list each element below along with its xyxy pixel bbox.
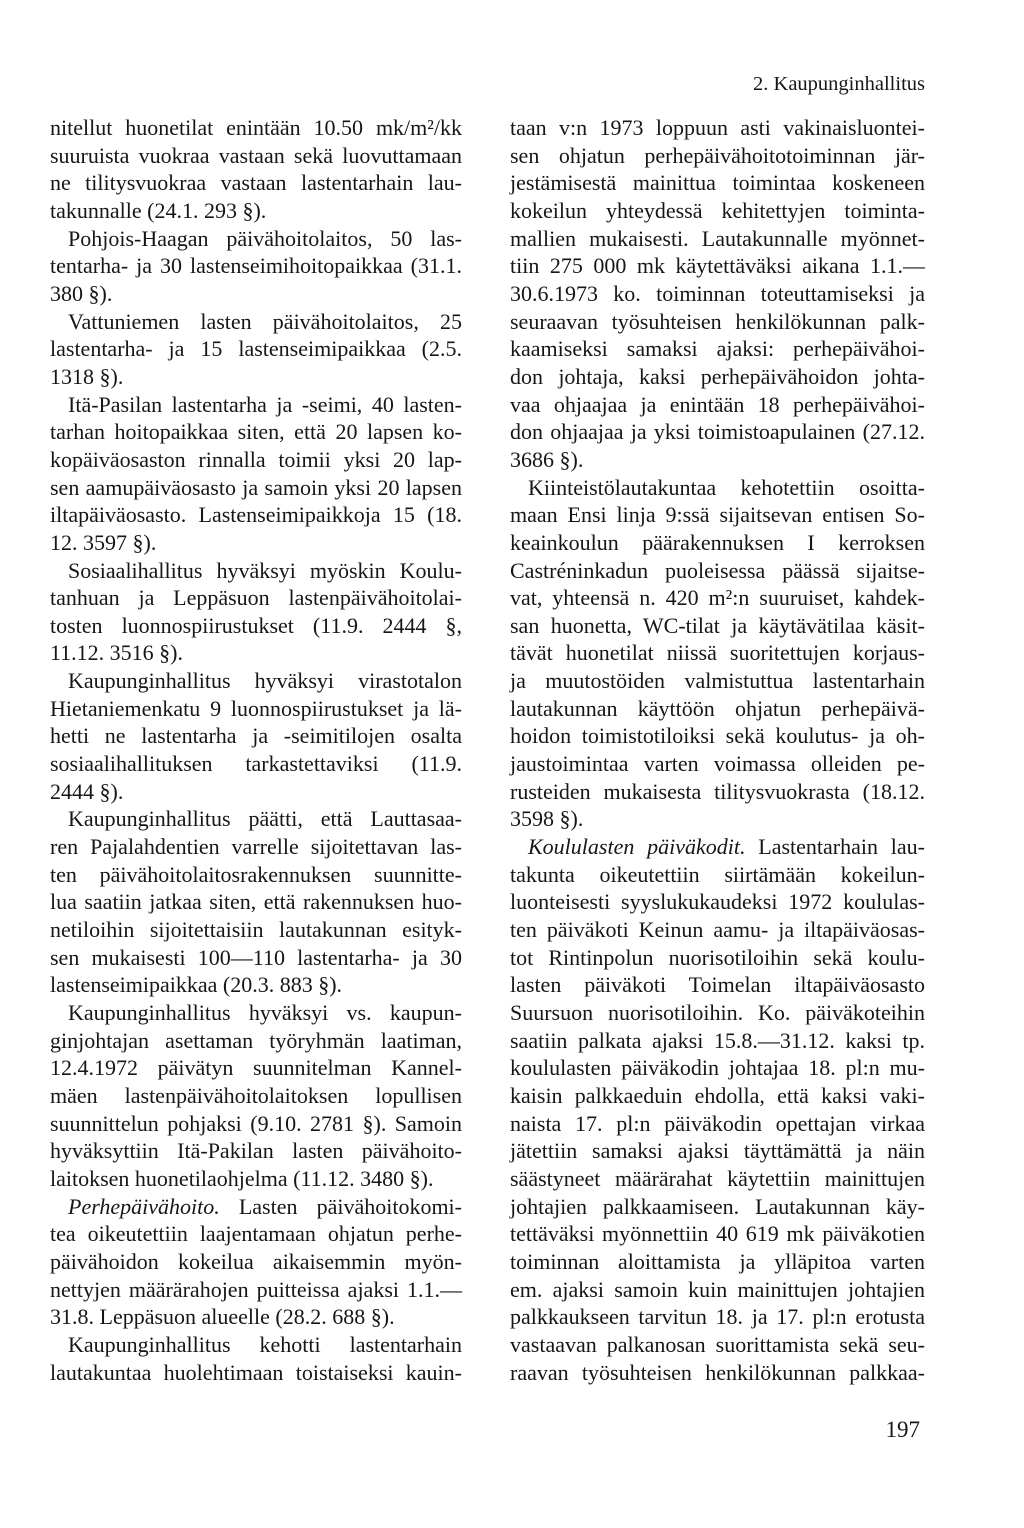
text-line: Pohjois-Haagan päivähoitolaitos, 50 las- [68, 225, 462, 251]
text-run: Lasten päivähoitokomi- [219, 1193, 462, 1219]
text-line: Kaupunginhallitus hyväksyi vs. kaupun- [68, 1000, 462, 1025]
text-line: jestämisestä mainittua toimintaa koskeneen [510, 170, 925, 196]
text-line: 380 §). [50, 280, 113, 306]
text-line: ja muutostöiden valmistuttua lastentarhain [510, 668, 925, 694]
paragraph [50, 1331, 462, 1386]
section-heading: Perhepäivähoito. [68, 1193, 220, 1219]
text-line: johtajien palkkaamiseen. Lautakunnan käy- [510, 1193, 925, 1219]
text-line: tettäväksi myönnettiin 40 619 mk päiväkotien [510, 1221, 925, 1247]
text-line: lua saatiin jatkaa siten, että rakennuksen huo- [50, 889, 462, 915]
text-line: lastentarha- ja 15 lastenseimipaikkaa (2.5. [50, 336, 462, 362]
paragraph [50, 114, 462, 225]
text-line: kokeilun yhteydessä kehitettyjen toiminta- [510, 197, 925, 223]
paragraph [50, 557, 462, 668]
page-number: 197 [885, 1417, 920, 1442]
text-line: taan v:n 1973 loppuun asti vakinaisluontei- [510, 115, 925, 140]
text-line: 1318 §). [50, 363, 124, 389]
section-heading: Koululasten päiväkodit. [528, 834, 746, 860]
text-line: maan Ensi linja 9:ssä sijaitsevan entisen So- [510, 502, 925, 528]
paragraph [50, 805, 462, 999]
text-line: suuruista vuokraa vastaan sekä luovuttamaan [50, 142, 462, 168]
text-line: 2444 §). [50, 778, 124, 804]
text-line: hyväksyttiin Itä-Pakilan lasten päivähoito- [50, 1138, 462, 1164]
text-line: tiin 275 000 mk käytettäväksi aikana 1.1.— [510, 253, 925, 279]
text-line: netiloihin sijoitettaisiin lautakunnan esityk- [50, 917, 462, 943]
text-line: 3598 §). [510, 806, 584, 832]
text-line: laitoksen huonetilaohjelma (11.12. 3480 §). [50, 1165, 434, 1191]
paragraph [50, 667, 462, 805]
text-line: lautakunnan käyttöön ohjatun perhepäivä- [510, 695, 925, 721]
text-line: 11.12. 3516 §). [50, 640, 184, 666]
text-line: tosten luonnospiirustukset (11.9. 2444 §, [50, 612, 462, 638]
text-line: toiminnan aloittamista ja ylläpitoa varten [510, 1248, 925, 1274]
text-line: nettyjen määrärahojen puitteissa ajaksi 1.1.— [50, 1276, 462, 1302]
text-line: takunta oikeutettiin siirtämään kokeilun- [510, 861, 925, 887]
text-line: tot Rintinpolun nuorisotiloihin sekä koulu- [510, 944, 925, 970]
paragraph [50, 391, 462, 557]
text-line: seuraavan työsuhteisen henkilökunnan palk- [510, 308, 925, 334]
text-line: Suursuon nuorisotiloihin. Ko. päiväkoteihin [510, 1000, 925, 1025]
text-line: lasten päiväkoti Toimelan iltapäiväosasto [510, 972, 925, 998]
text-line: Kiinteistölautakuntaa kehotettiin osoitta- [528, 474, 925, 500]
paragraph [50, 308, 462, 391]
text-line: naista 17. pl:n päiväkodin opettajan virkaa [510, 1110, 925, 1136]
text-line: lautakuntaa huolehtimaan toistaiseksi kauin- [50, 1359, 462, 1385]
text-line: Kaupunginhallitus päätti, että Lauttasaa- [68, 806, 462, 832]
paragraph [510, 833, 925, 1386]
text-line: raavan työsuhteisen henkilökunnan palkkaa- [510, 1359, 925, 1385]
text-line: 30.6.1973 ko. toiminnan toteuttamiseksi ja [510, 280, 925, 306]
text-line: Sosiaalihallitus hyväksyi myöskin Koulu- [68, 557, 462, 583]
text-line [510, 833, 925, 861]
text-line: sen aamupäiväosasto ja samoin yksi 20 lapsen [50, 474, 462, 500]
text-line: 3686 §). [510, 446, 584, 472]
text-line: Itä-Pasilan lastentarha ja -seimi, 40 lasten- [68, 391, 462, 417]
text-line: sen ohjatun perhepäivähoitotoiminnan jär- [510, 142, 925, 168]
text-line: saatiin palkata ajaksi 15.8.—31.12. kaksi tp. [510, 1027, 925, 1053]
text-line: iltapäiväosasto. Lastenseimipaikkoja 15 (18. [50, 502, 462, 528]
text-line: tentarha- ja 30 lastenseimihoitopaikkaa (31.1. [50, 253, 462, 279]
text-line: vat, yhteensä n. 420 m²:n suuruiset, kahdek- [510, 585, 925, 611]
text-line: tanhuan ja Leppäsuon lastenpäivähoitolai- [50, 585, 462, 611]
text-line: lastenseimipaikkaa (20.3. 883 §). [50, 972, 343, 998]
text-line: takunnalle (24.1. 293 §). [50, 197, 267, 223]
text-line: sosiaalihallituksen tarkastettaviksi (11.9. [50, 751, 462, 777]
paragraph [50, 225, 462, 308]
text-line: jätettiin samaksi ajaksi täyttämättä ja näin [510, 1138, 925, 1164]
text-line: san huonetta, WC-tilat ja käytävätilaa käsit- [510, 612, 925, 638]
text-line: kaamiseksi samaksi ajaksi: perhepäivähoi- [510, 336, 925, 362]
text-run: Lastentarhain lau- [745, 834, 925, 860]
text-line: Vattuniemen lasten päivähoitolaitos, 25 [68, 308, 462, 334]
text-line: mallien mukaisesti. Lautakunnalle myönnet- [510, 225, 925, 251]
text-line: säästyneet määrärahat käytettiin mainittujen [510, 1165, 925, 1191]
text-line: jaustoimintaa varten voimassa olleiden pe- [510, 751, 925, 777]
text-line: päivähoidon kokeilua aikaisemmin myön- [50, 1248, 462, 1274]
text-line [50, 1193, 462, 1221]
text-line: Kaupunginhallitus kehotti lastentarhain [68, 1331, 462, 1357]
text-line: 12.4.1972 päivätyn suunnitelman Kannel- [50, 1055, 462, 1081]
text-line: Castréninkadun puoleisessa päässä sijaitse- [510, 557, 925, 583]
text-line: 12. 3597 §). [50, 529, 157, 555]
text-line: keainkoulun päärakennuksen I kerroksen [510, 529, 925, 555]
text-line: suunnittelun pohjaksi (9.10. 2781 §). Samoin [50, 1110, 462, 1136]
text-line: tea oikeutettiin laajentamaan ohjatun perhe- [50, 1221, 462, 1247]
text-line: palkkaukseen tarvitun 18. ja 17. pl:n erotusta [510, 1304, 925, 1330]
text-line: luonteisesti syyslukukaudeksi 1972 koululas- [510, 889, 925, 915]
text-line: mäen lastenpäivähoitolaitoksen lopullisen [50, 1082, 462, 1108]
text-line: ne tilitysvuokraa vastaan lastentarhain lau- [50, 170, 462, 196]
text-line: sen mukaisesti 100—110 lastentarha- ja 30 [50, 944, 462, 970]
text-line: ginjohtajan asettaman työryhmän laatiman, [50, 1027, 462, 1053]
right-column [510, 114, 925, 1386]
paragraph [510, 474, 925, 834]
left-column [50, 114, 462, 1386]
text-line: hetti ne lastentarha ja -seimitilojen osalta [50, 723, 462, 749]
text-line: vaa ohjaajaa ja enintään 18 perhepäivähoi- [510, 391, 925, 417]
text-line: don ohjaajaa ja yksi toimistoapulainen (27.12. [510, 419, 925, 445]
text-line: vastaavan palkanosan suorittamista sekä seu- [510, 1331, 925, 1357]
paragraph [50, 1193, 462, 1331]
text-line: ten päiväkoti Keinun aamu- ja iltapäiväosas- [510, 917, 925, 943]
text-line: ren Pajalahdentien varrelle sijoitettavan las- [50, 834, 462, 860]
text-line: Hietaniemenkatu 9 luonnospiirustukset ja lä- [50, 695, 462, 721]
paragraph [510, 114, 925, 474]
text-line: rusteiden mukaisesta tilitysvuokrasta (18.12. [510, 778, 925, 804]
text-line: tävät huonetilat niissä suoritettujen korjaus- [510, 640, 925, 666]
text-line: Kaupunginhallitus hyväksyi virastotalon [68, 668, 462, 694]
running-header: 2. Kaupunginhallitus [753, 73, 925, 95]
text-line: kopäiväosaston rinnalla toimii yksi 20 lap- [50, 446, 462, 472]
text-line: 31.8. Leppäsuon alueelle (28.2. 688 §). [50, 1304, 395, 1330]
text-line: kaisin palkkaeduin ehdolla, että kaksi vaki- [510, 1082, 925, 1108]
text-line: don johtaja, kaksi perhepäivähoidon johta- [510, 363, 925, 389]
text-line: em. ajaksi samoin kuin mainittujen johtajien [510, 1276, 925, 1302]
text-line: ten päivähoitolaitosrakennuksen suunnitte- [50, 861, 462, 887]
text-line: koululasten päiväkodin johtajaa 18. pl:n mu- [510, 1055, 925, 1081]
text-line: tarhan hoitopaikkaa siten, että 20 lapsen ko- [50, 419, 462, 445]
text-line: hoidon toimistotiloiksi sekä koulutus- ja oh- [510, 723, 925, 749]
paragraph [50, 999, 462, 1193]
text-line: nitellut huonetilat enintään 10.50 mk/m²/kk [50, 115, 462, 140]
